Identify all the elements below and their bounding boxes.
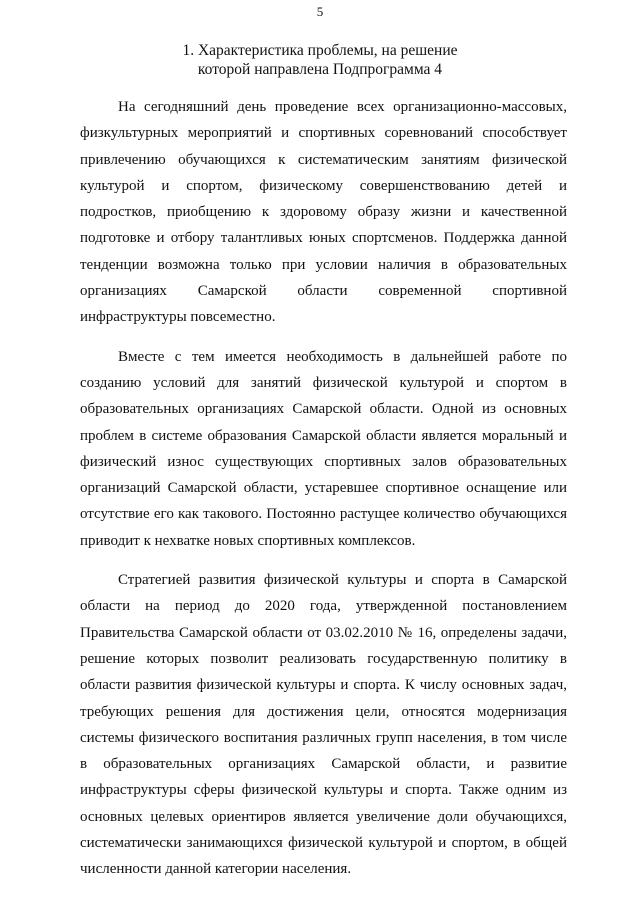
paragraph-3: Стратегией развития физической культуры и спорта в Самарской области на период до 2020 года, утвержденной постановлением Правительства Самарской области от 03.02.2010 № 16, определены задачи, решение которых позволит реализовать государственную политику в области развития физической культуры и спорта. К числу основных задач, требующих решения для достижения цели, относятся модернизация системы физического воспитания различных групп населения, в том числе в образовательных организациях Самарской области, и развитие инфраструктуры сферы физической культуры и спорта. Также одним из основных целевых ориентиров является увеличение доли обучающихся, систематически занимающихся физической культурой и спортом, в общей численности данной категории населения. [80, 572, 567, 878]
section-title-line-2: которой направлена Подпрограмма 4 [197, 61, 443, 78]
section-title [0, 41, 640, 79]
document-body [80, 94, 567, 883]
page-number: 5 [316, 4, 324, 19]
paragraph-2: Вместе с тем имеется необходимость в дальнейшей работе по созданию условий для занятий физической культурой и спортом в образовательных организациях Самарской области. Одной из основных проблем в системе образования Самарской области является моральный и физический износ существующих спортивных залов образовательных организаций Самарской области, устаревшее спортивное оснащение или отсутствие его как такового. Постоянно растущее количество обучающихся приводит к нехватке новых спортивных комплексов. [80, 348, 567, 549]
section-title-line-1: 1. Характеристика проблемы, на решение [182, 42, 458, 59]
paragraph-1: На сегодняшний день проведение всех организационно-массовых, физкультурных мероприятий и спортивных соревнований способствует привлечению обучающихся к систематическим занятиям физической культурой и спортом, физическому совершенствованию детей и подростков, приобщению к здоровому образу жизни и качественной подготовке и отбору талантливых юных спортсменов. Поддержка данной тенденции возможна только при условии наличия в образовательных организациях Самарской области современной спортивной инфраструктуры повсеместно. [80, 99, 567, 326]
